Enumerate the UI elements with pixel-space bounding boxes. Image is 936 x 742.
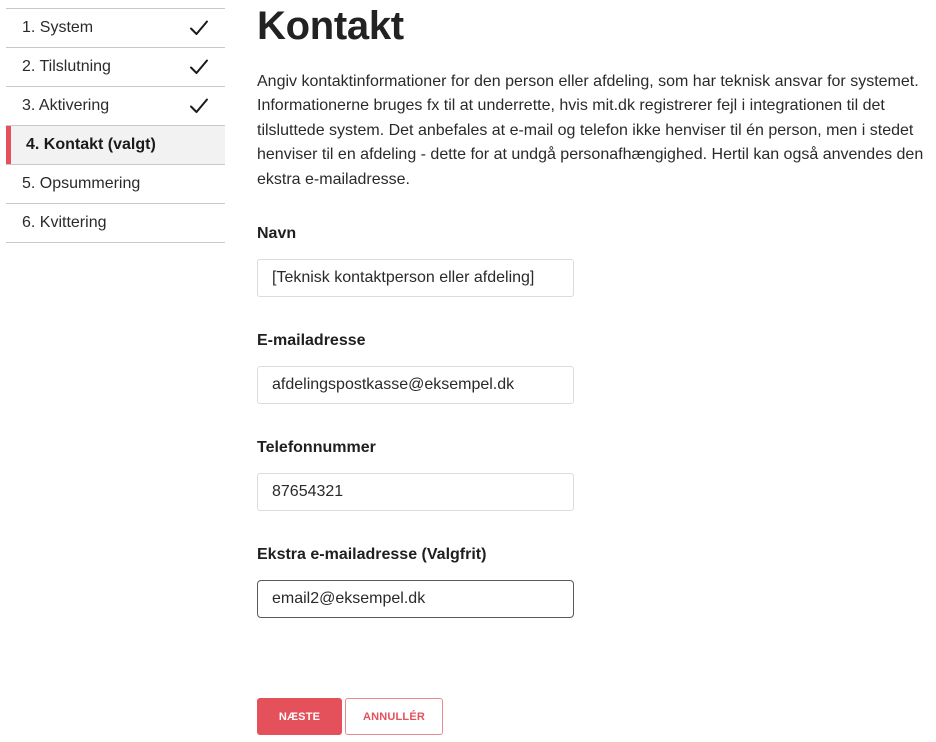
step-label: 4. Kontakt (valgt)	[26, 136, 156, 153]
step-label: 2. Tilslutning	[22, 58, 111, 75]
step-system[interactable]	[6, 9, 225, 48]
step-label: 1. System	[22, 19, 94, 36]
checkmark-icon	[189, 19, 209, 37]
next-button[interactable]: NÆSTE	[257, 698, 342, 735]
phone-input[interactable]	[257, 473, 574, 511]
intro-text: Angiv kontaktinformationer for den person eller afdeling, som har teknisk ansvar for systemet. Informationerne bruges fx til at underrette, hvis mit.dk registrerer fejl i integrationen til det tilsluttede system. Det anbefales at e-mail og telefon ikke henviser til én person, men i stedet henviser til en afdeling - dette for at undgå personafhængighed. Hertil kan også anvendes den ekstra e-mailadresse.	[257, 73, 924, 188]
step-label: 3. Aktivering	[22, 97, 110, 114]
step-tilslutning[interactable]	[6, 48, 225, 87]
step-label: 5. Opsummering	[22, 175, 141, 192]
checkmark-icon	[189, 58, 209, 76]
step-navigation	[6, 8, 225, 243]
step-opsummering[interactable]	[6, 165, 225, 204]
extra-email-label: Ekstra e-mailadresse (Valgfrit)	[257, 546, 487, 563]
step-aktivering[interactable]	[6, 87, 225, 126]
name-label: Navn	[257, 225, 297, 242]
name-input[interactable]	[257, 259, 574, 297]
page-title: Kontakt	[257, 4, 404, 48]
phone-label: Telefonnummer	[257, 439, 376, 456]
step-kontakt[interactable]	[6, 126, 225, 165]
email-input[interactable]	[257, 366, 574, 404]
email-label: E-mailadresse	[257, 332, 366, 349]
extra-email-input[interactable]	[257, 580, 574, 618]
step-label: 6. Kvittering	[22, 214, 107, 231]
cancel-button[interactable]: ANNULLÉR	[345, 698, 443, 735]
step-kvittering[interactable]	[6, 204, 225, 243]
checkmark-icon	[189, 97, 209, 115]
